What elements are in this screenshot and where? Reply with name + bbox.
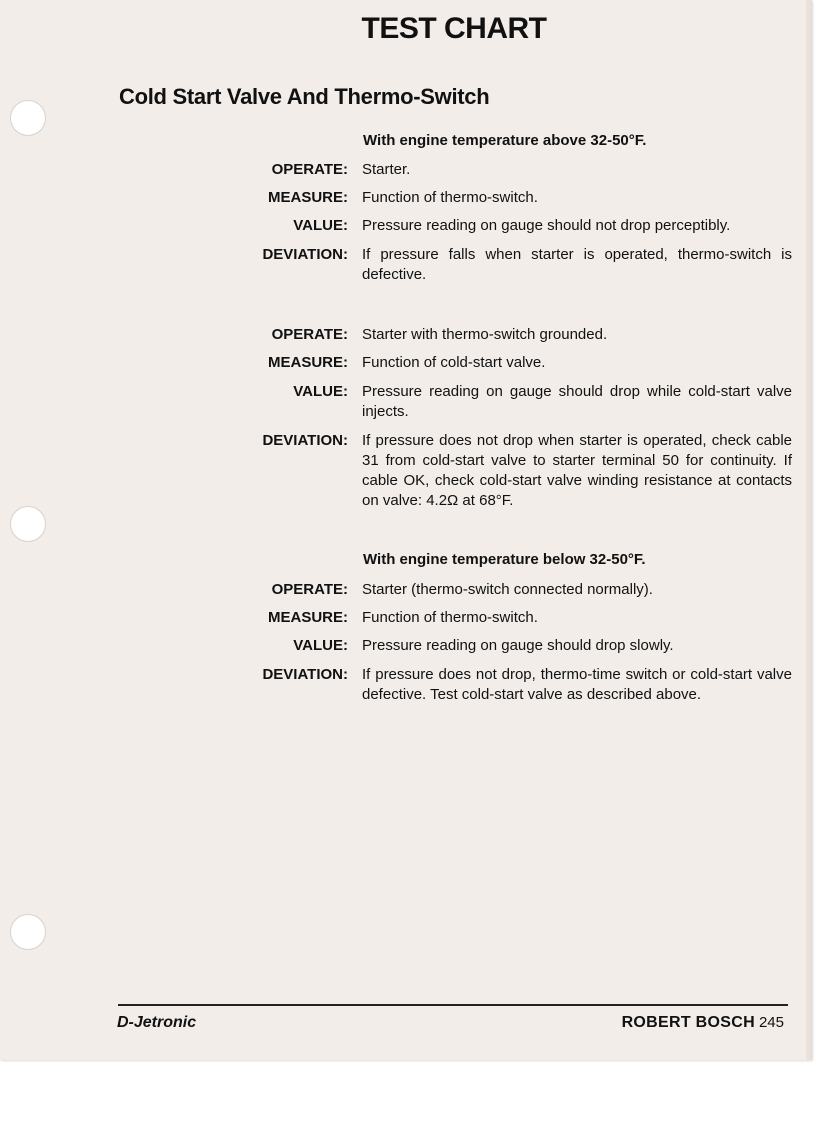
binder-hole [10,914,46,950]
row-label: OPERATE: [271,161,348,178]
row-label: VALUE: [293,383,348,400]
condition-heading: With engine temperature above 32-50°F. [363,132,647,149]
row-label: DEVIATION: [262,246,348,263]
row-label: OPERATE: [271,326,348,343]
publisher-name: ROBERT BOSCH [621,1014,755,1031]
row-label: DEVIATION: [262,432,348,449]
page-title: TEST CHART [361,12,547,45]
row-text: Starter with thermo-switch grounded. [362,326,608,343]
row-text: If pressure does not drop, thermo-time switch or cold-start valve defective. Test cold-start valve as described above. [362,666,792,703]
row-label: VALUE: [293,217,348,234]
page-number: 245 [758,1014,784,1031]
binder-hole [10,100,46,136]
footer-divider [118,1004,788,1006]
row-label: OPERATE: [271,581,348,598]
row-text: Function of thermo-switch. [362,609,538,626]
row-text: If pressure does not drop when starter is operated, check cable 31 from cold-start valve to starter terminal 50 for continuity. If cable OK, check cold-start valve winding resistance at contacts on valve: 4.2Ω at 68°F. [362,432,792,509]
row-label: VALUE: [293,637,348,654]
binder-hole [10,506,46,542]
row-text: Pressure reading on gauge should drop slowly. [362,637,674,654]
row-text: Starter. [362,161,411,178]
footer-publisher [622,1014,784,1032]
row-text: Function of cold-start valve. [362,354,546,371]
row-text: If pressure falls when starter is operated, thermo-switch is defective. [362,246,792,283]
row-text: Starter (thermo-switch connected normally). [362,581,653,598]
row-label: MEASURE: [267,354,348,371]
section-heading: Cold Start Valve And Thermo-Switch [119,84,490,109]
row-text: Pressure reading on gauge should not drop perceptibly. [362,217,731,234]
row-label: DEVIATION: [262,666,348,683]
row-label: MEASURE: [267,189,348,206]
footer-product-name: D-Jetronic [117,1014,197,1031]
condition-heading: With engine temperature below 32-50°F. [363,551,646,568]
row-text: Function of thermo-switch. [362,189,538,206]
row-text: Pressure reading on gauge should drop while cold-start valve injects. [362,383,792,420]
row-label: MEASURE: [267,609,348,626]
